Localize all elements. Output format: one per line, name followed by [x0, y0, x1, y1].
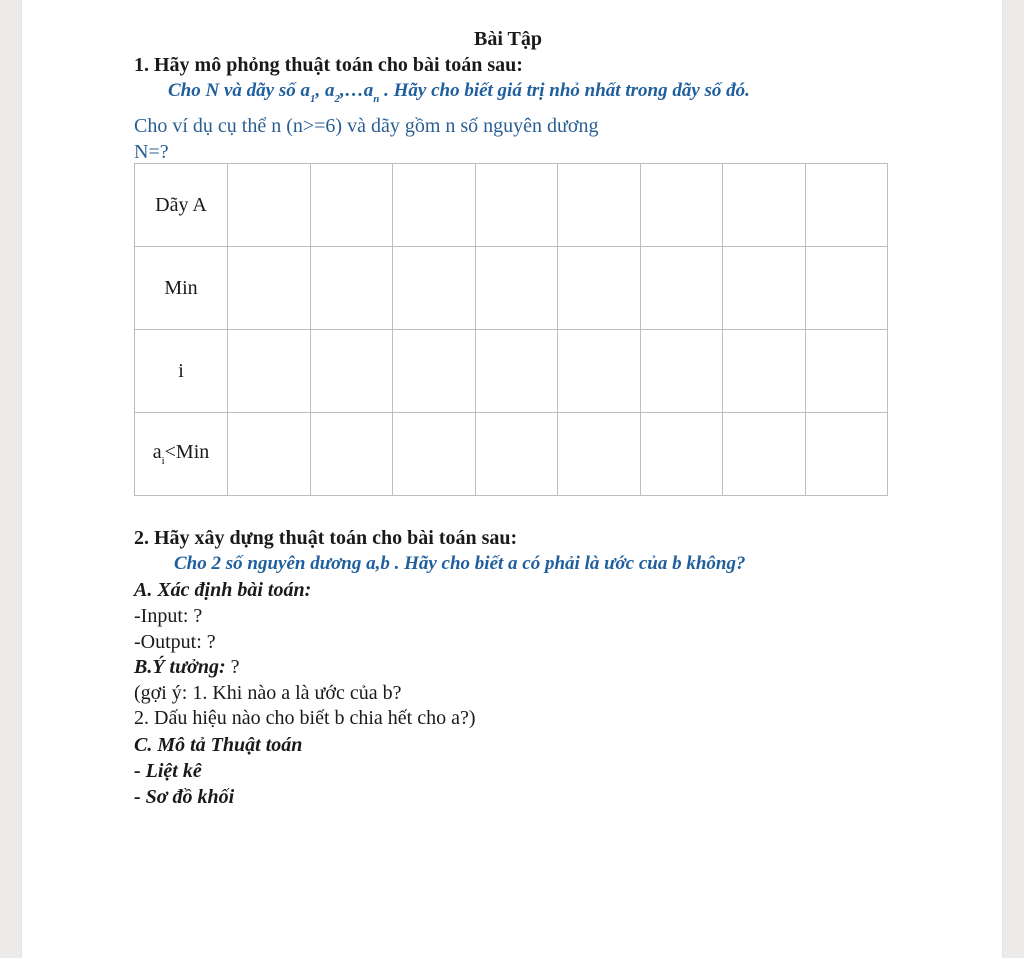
row-label-i: i	[135, 330, 228, 413]
row-label-day-a: Dãy A	[135, 164, 228, 247]
table-cell	[640, 247, 723, 330]
table-cell	[558, 164, 641, 247]
table-cell	[558, 330, 641, 413]
table-cell	[558, 247, 641, 330]
page-title: Bài Tập	[474, 28, 542, 50]
trace-table	[134, 163, 888, 496]
table-cell	[640, 330, 723, 413]
q1-statement: Cho N và dãy số $a_1$, $a_2,\dots a_n$ . Hãy cho biết giá trị nhỏ nhất trong dãy số đó.	[168, 80, 750, 105]
table-cell	[805, 247, 888, 330]
table-cell	[558, 413, 641, 496]
q2-section-c: C. Mô tả Thuật toán	[134, 734, 303, 756]
q2-section-a: A. Xác định bài toán:	[134, 579, 312, 601]
table-row	[135, 164, 888, 247]
table-cell	[228, 413, 311, 496]
table-cell	[805, 164, 888, 247]
q1-heading: 1. Hãy mô phỏng thuật toán cho bài toán sau:	[134, 54, 523, 76]
q2-section-b: B.Ý tưởng: ?	[134, 656, 240, 678]
q2-output: -Output: ?	[134, 631, 216, 653]
table-cell	[310, 330, 393, 413]
q1-example: Cho ví dụ cụ thể n (n>=6) và dãy gồm n số nguyên dương	[134, 115, 599, 137]
table-cell	[805, 413, 888, 496]
table-cell	[723, 330, 806, 413]
document-page	[22, 0, 1002, 958]
table-cell	[723, 247, 806, 330]
table-cell	[310, 413, 393, 496]
table-cell	[475, 413, 558, 496]
row-label-min: Min	[135, 247, 228, 330]
table-row	[135, 330, 888, 413]
table-cell	[475, 164, 558, 247]
table-cell	[310, 247, 393, 330]
table-cell	[393, 413, 476, 496]
q2-hint-1: (gợi ý: 1. Khi nào a là ước của b?	[134, 682, 402, 704]
q1-n-prompt: N=?	[134, 141, 169, 163]
table-cell	[393, 164, 476, 247]
q2-statement: Cho 2 số nguyên dương a,b . Hãy cho biết a có phải là ước của b không?	[174, 553, 746, 574]
table-cell	[310, 164, 393, 247]
table-cell	[723, 413, 806, 496]
table-cell	[228, 330, 311, 413]
q2-hint-2: 2. Dấu hiệu nào cho biết b chia hết cho a?)	[134, 707, 476, 729]
table-cell	[640, 413, 723, 496]
table-cell	[228, 247, 311, 330]
q2-list-item-2: - Sơ đồ khối	[134, 786, 235, 808]
table-row	[135, 413, 888, 496]
table-row	[135, 247, 888, 330]
table-cell	[475, 247, 558, 330]
table-cell	[723, 164, 806, 247]
q2-heading: 2. Hãy xây dựng thuật toán cho bài toán sau:	[134, 527, 518, 549]
table-cell	[640, 164, 723, 247]
table-cell	[805, 330, 888, 413]
row-label-ai-less-min: $a_i<Min$	[135, 413, 228, 496]
table-cell	[475, 330, 558, 413]
table-cell	[393, 330, 476, 413]
q2-list-item-1: - Liệt kê	[134, 760, 202, 782]
table-cell	[228, 164, 311, 247]
q2-input: -Input: ?	[134, 605, 203, 627]
table-cell	[393, 247, 476, 330]
